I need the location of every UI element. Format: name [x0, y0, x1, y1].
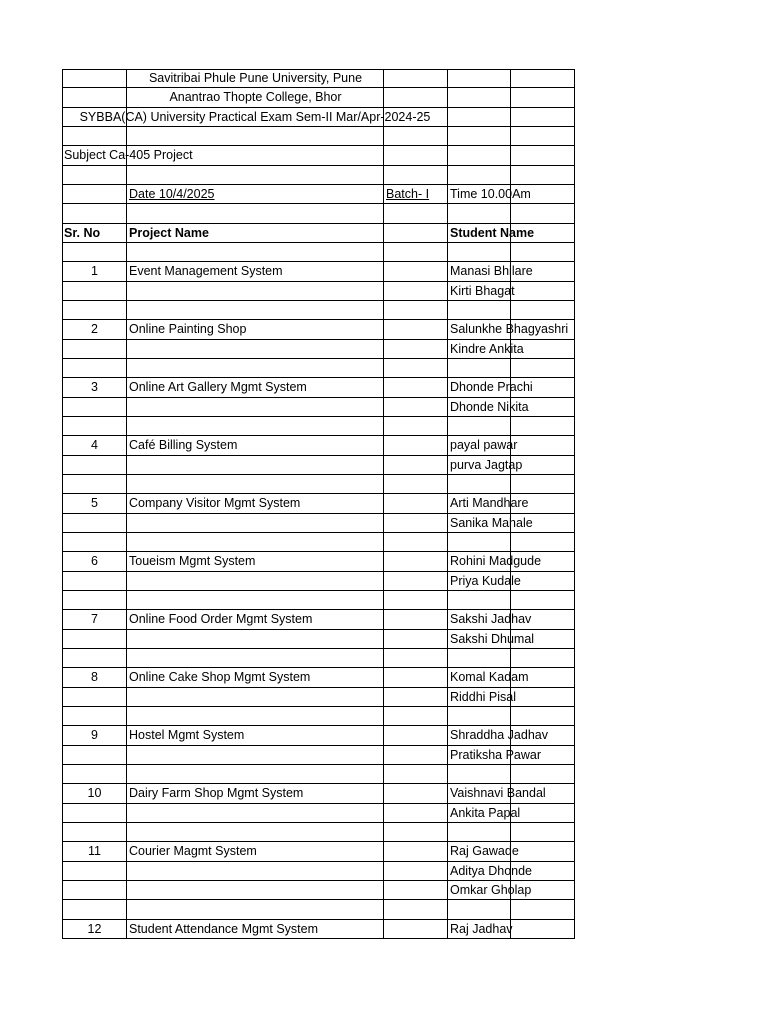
sheet-cell[interactable]: [511, 417, 575, 436]
sheet-cell[interactable]: [511, 359, 575, 378]
student-name: Shraddha Jadhav: [450, 728, 548, 743]
sheet-row: [62, 185, 575, 204]
project-sr-no: 10: [87, 786, 102, 801]
student-name: Aditya Dhonde: [450, 863, 533, 878]
sheet-row: [62, 282, 575, 301]
student-name: purva Jagtap: [450, 457, 523, 472]
sheet-cell[interactable]: [511, 688, 575, 707]
sheet-cell[interactable]: [384, 804, 448, 823]
student-name: Kirti Bhagat: [450, 283, 515, 298]
sheet-cell[interactable]: [62, 127, 127, 146]
sheet-cell[interactable]: [384, 610, 448, 629]
sheet-cell[interactable]: [384, 688, 448, 707]
sheet-cell[interactable]: [127, 456, 384, 475]
sheet-cell[interactable]: [62, 185, 127, 204]
student-name: Ankita Papal: [450, 805, 521, 820]
sheet-row: [62, 243, 575, 262]
sheet-cell[interactable]: [448, 649, 511, 668]
project-name: Café Billing System: [129, 438, 238, 453]
header-project-name: Project Name: [129, 225, 209, 240]
university-title: Savitribai Phule Pune University, Pune: [148, 71, 363, 85]
sheet-cell[interactable]: [448, 417, 511, 436]
sheet-cell[interactable]: [62, 881, 127, 900]
sheet-cell[interactable]: [62, 804, 127, 823]
sheet-cell[interactable]: [127, 475, 384, 494]
sheet-cell[interactable]: [384, 475, 448, 494]
sheet-row: [62, 591, 575, 610]
sheet-cell[interactable]: [511, 69, 575, 88]
sheet-row: [62, 900, 575, 919]
sheet-row: [62, 688, 575, 707]
sheet-cell[interactable]: [384, 591, 448, 610]
date-label: Date 10/4/2025: [129, 186, 215, 201]
header-student-name: Student Name: [450, 225, 535, 240]
sheet-cell[interactable]: [384, 552, 448, 571]
sheet-cell[interactable]: [384, 398, 448, 417]
sheet-cell[interactable]: [448, 204, 511, 223]
sheet-row: [62, 804, 575, 823]
sheet-cell[interactable]: [384, 88, 448, 107]
sheet-row: [62, 630, 575, 649]
header-sr-no: Sr. No: [64, 225, 101, 240]
student-name: Sakshi Dhumal: [450, 631, 535, 646]
project-name: Courier Magmt System: [129, 844, 257, 859]
sheet-cell[interactable]: [511, 204, 575, 223]
sheet-cell[interactable]: [511, 475, 575, 494]
sheet-cell[interactable]: [384, 649, 448, 668]
sheet-cell[interactable]: [511, 282, 575, 301]
sheet-cell[interactable]: [448, 765, 511, 784]
sheet-cell[interactable]: [448, 69, 511, 88]
sheet-row: [62, 765, 575, 784]
project-sr-no: 11: [88, 844, 101, 859]
sheet-cell[interactable]: [384, 69, 448, 88]
sheet-cell[interactable]: [384, 494, 448, 513]
sheet-cell[interactable]: [127, 900, 384, 919]
sheet-cell[interactable]: [384, 533, 448, 552]
sheet-cell[interactable]: [384, 436, 448, 455]
sheet-cell[interactable]: [384, 282, 448, 301]
sheet-cell[interactable]: [384, 920, 448, 939]
sheet-row: [62, 456, 575, 475]
sheet-row: [62, 494, 575, 513]
student-name: payal pawar: [450, 438, 518, 453]
sheet-cell[interactable]: [384, 301, 448, 320]
sheet-cell[interactable]: [127, 340, 384, 359]
exam-title: SYBBA(CA) University Practical Exam Sem-II Mar/Apr-2024-25: [79, 109, 431, 124]
student-name: Kindre Ankita: [450, 341, 524, 356]
sheet-row: [62, 842, 575, 861]
sheet-cell[interactable]: [62, 900, 127, 919]
sheet-cell[interactable]: [127, 591, 384, 610]
sheet-row: [62, 146, 575, 165]
sheet-cell[interactable]: [384, 842, 448, 861]
sheet-cell[interactable]: [62, 166, 127, 185]
sheet-cell[interactable]: [384, 456, 448, 475]
sheet-cell[interactable]: [127, 514, 384, 533]
project-name: Online Painting Shop: [129, 322, 247, 337]
sheet-cell[interactable]: [127, 707, 384, 726]
sheet-cell[interactable]: [448, 533, 511, 552]
sheet-cell[interactable]: [127, 746, 384, 765]
sheet-cell[interactable]: [62, 456, 127, 475]
sheet-cell[interactable]: [511, 243, 575, 262]
sheet-cell[interactable]: [384, 726, 448, 745]
sheet-cell[interactable]: [384, 204, 448, 223]
sheet-cell[interactable]: [384, 378, 448, 397]
student-name: Raj Jadhav: [450, 921, 513, 936]
sheet-cell[interactable]: [384, 262, 448, 281]
sheet-cell[interactable]: [448, 146, 511, 165]
sheet-cell[interactable]: [127, 765, 384, 784]
sheet-cell[interactable]: [384, 572, 448, 591]
sheet-cell[interactable]: [127, 881, 384, 900]
sheet-row: [62, 359, 575, 378]
sheet-cell[interactable]: [384, 881, 448, 900]
sheet-cell[interactable]: [62, 475, 127, 494]
sheet-cell[interactable]: [384, 146, 448, 165]
sheet-cell[interactable]: [62, 301, 127, 320]
time-label: Time 10.00Am: [450, 186, 531, 201]
student-name: Riddhi Pisal: [450, 689, 517, 704]
subject-label: Subject Ca-405 Project: [64, 148, 193, 163]
sheet-cell[interactable]: [384, 320, 448, 339]
sheet-cell[interactable]: [62, 282, 127, 301]
sheet-cell[interactable]: [127, 204, 384, 223]
project-name: Event Management System: [129, 264, 283, 279]
sheet-cell[interactable]: [448, 166, 511, 185]
sheet-row: [62, 88, 575, 107]
sheet-cell[interactable]: [511, 707, 575, 726]
sheet-cell[interactable]: [62, 630, 127, 649]
sheet-cell[interactable]: [127, 127, 384, 146]
sheet-cell[interactable]: [127, 243, 384, 262]
sheet-cell[interactable]: [127, 533, 384, 552]
sheet-cell[interactable]: [448, 823, 511, 842]
sheet-cell[interactable]: [511, 88, 575, 107]
sheet-row: [62, 301, 575, 320]
sheet-cell[interactable]: [511, 166, 575, 185]
sheet-cell[interactable]: [511, 533, 575, 552]
project-sr-no: 9: [91, 728, 98, 743]
project-sr-no: 7: [91, 612, 98, 627]
sheet-row: [62, 862, 575, 881]
sheet-cell[interactable]: [384, 514, 448, 533]
sheet-row: [62, 69, 575, 88]
sheet-cell[interactable]: [62, 707, 127, 726]
sheet-cell[interactable]: [127, 166, 384, 185]
sheet-cell[interactable]: [511, 108, 575, 127]
sheet-row: [62, 262, 575, 281]
sheet-row: [62, 552, 575, 571]
sheet-cell[interactable]: [127, 649, 384, 668]
sheet-cell[interactable]: [384, 900, 448, 919]
sheet-cell[interactable]: [384, 823, 448, 842]
project-name: Student Attendance Mgmt System: [129, 921, 318, 936]
sheet-cell[interactable]: [384, 127, 448, 146]
student-name: Arti Mandhare: [450, 496, 529, 511]
project-sr-no: 3: [91, 380, 98, 395]
sheet-cell[interactable]: [448, 127, 511, 146]
sheet-cell[interactable]: [127, 862, 384, 881]
sheet-cell[interactable]: [62, 69, 127, 88]
project-sr-no: 2: [91, 322, 98, 337]
sheet-cell[interactable]: [511, 900, 575, 919]
sheet-cell[interactable]: [511, 823, 575, 842]
sheet-cell[interactable]: [448, 591, 511, 610]
student-name: Raj Gawade: [450, 844, 519, 859]
sheet-cell[interactable]: [62, 359, 127, 378]
sheet-cell[interactable]: [384, 668, 448, 687]
student-name: Komal Kadam: [450, 670, 529, 685]
sheet-cell[interactable]: [127, 630, 384, 649]
sheet-cell[interactable]: [448, 88, 511, 107]
sheet-row: [62, 320, 575, 339]
project-sr-no: 8: [91, 670, 98, 685]
student-name: Rohini Madgude: [450, 554, 542, 569]
sheet-row: [62, 881, 575, 900]
sheet-cell[interactable]: [127, 688, 384, 707]
sheet-cell[interactable]: [384, 707, 448, 726]
sheet-row: [62, 166, 575, 185]
sheet-cell[interactable]: [511, 301, 575, 320]
student-name: Sakshi Jadhav: [450, 612, 532, 627]
project-name: Hostel Mgmt System: [129, 728, 245, 743]
sheet-cell[interactable]: [384, 243, 448, 262]
sheet-cell[interactable]: [384, 765, 448, 784]
sheet-cell[interactable]: [384, 417, 448, 436]
student-name: Vaishnavi Bandal: [450, 786, 546, 801]
sheet-cell[interactable]: [384, 224, 448, 243]
project-sr-no: 5: [91, 496, 98, 511]
sheet-cell[interactable]: [127, 359, 384, 378]
sheet-cell[interactable]: [62, 88, 127, 107]
student-name: Omkar Gholap: [450, 882, 532, 897]
sheet-cell[interactable]: [448, 301, 511, 320]
sheet-cell[interactable]: [62, 746, 127, 765]
sheet-cell[interactable]: [62, 417, 127, 436]
sheet-cell[interactable]: [511, 920, 575, 939]
sheet-cell[interactable]: [511, 842, 575, 861]
sheet-row: [62, 475, 575, 494]
sheet-cell[interactable]: [62, 514, 127, 533]
sheet-cell[interactable]: [62, 591, 127, 610]
sheet-row: [62, 398, 575, 417]
sheet-row: [62, 127, 575, 146]
sheet-cell[interactable]: [127, 282, 384, 301]
sheet-cell[interactable]: [511, 649, 575, 668]
sheet-cell[interactable]: [62, 823, 127, 842]
sheet-cell[interactable]: [384, 862, 448, 881]
sheet-row: [62, 378, 575, 397]
sheet-cell[interactable]: [127, 572, 384, 591]
sheet-cell[interactable]: [127, 398, 384, 417]
sheet-row: [62, 417, 575, 436]
sheet-row: [62, 572, 575, 591]
project-name: Company Visitor Mgmt System: [129, 496, 301, 511]
sheet-cell[interactable]: [127, 417, 384, 436]
sheet-row: [62, 707, 575, 726]
batch-label: Batch- I: [386, 186, 430, 201]
sheet-cell[interactable]: [127, 804, 384, 823]
sheet-cell[interactable]: [448, 359, 511, 378]
sheet-row: [62, 610, 575, 629]
sheet-cell[interactable]: [127, 301, 384, 320]
sheet-cell[interactable]: [62, 243, 127, 262]
sheet-cell[interactable]: [127, 823, 384, 842]
student-name: Manasi Bhilare: [450, 264, 533, 279]
sheet-cell[interactable]: [62, 572, 127, 591]
sheet-cell[interactable]: [511, 765, 575, 784]
college-title: Anantrao Thopte College, Bhor: [169, 90, 342, 105]
student-name: Priya Kudale: [450, 573, 521, 588]
sheet-row: [62, 108, 575, 127]
sheet-cell[interactable]: [511, 127, 575, 146]
sheet-cell[interactable]: [511, 436, 575, 455]
sheet-cell[interactable]: [62, 688, 127, 707]
sheet-row: [62, 668, 575, 687]
student-name: Pratiksha Pawar: [450, 747, 542, 762]
project-name: Online Art Gallery Mgmt System: [129, 380, 307, 395]
project-name: Online Food Order Mgmt System: [129, 612, 313, 627]
student-name: Dhonde Prachi: [450, 380, 533, 395]
sheet-cell[interactable]: [384, 746, 448, 765]
sheet-cell[interactable]: [511, 146, 575, 165]
sheet-row: [62, 533, 575, 552]
sheet-row: [62, 784, 575, 803]
sheet-cell[interactable]: [384, 359, 448, 378]
sheet-cell[interactable]: [511, 591, 575, 610]
project-sr-no: 12: [87, 921, 102, 936]
sheet-row: [62, 920, 575, 939]
sheet-row: [62, 726, 575, 745]
student-name: Salunkhe Bhagyashri: [450, 322, 569, 337]
student-name: Dhonde Nikita: [450, 399, 529, 414]
project-name: Toueism Mgmt System: [129, 554, 256, 569]
project-sr-no: 6: [91, 554, 98, 569]
sheet-row: [62, 514, 575, 533]
sheet-cell[interactable]: [384, 630, 448, 649]
sheet-cell[interactable]: [511, 804, 575, 823]
sheet-cell[interactable]: [448, 475, 511, 494]
sheet-cell[interactable]: [62, 862, 127, 881]
sheet-cell[interactable]: [62, 649, 127, 668]
project-sr-no: 1: [91, 264, 98, 279]
sheet-cell[interactable]: [448, 243, 511, 262]
sheet-row: [62, 436, 575, 455]
sheet-cell[interactable]: [62, 533, 127, 552]
sheet-cell[interactable]: [448, 900, 511, 919]
sheet-cell[interactable]: [62, 204, 127, 223]
sheet-cell[interactable]: [62, 765, 127, 784]
sheet-cell[interactable]: [448, 108, 511, 127]
sheet-row: [62, 746, 575, 765]
sheet-cell[interactable]: [384, 340, 448, 359]
sheet-cell[interactable]: [62, 340, 127, 359]
sheet-cell[interactable]: [448, 707, 511, 726]
sheet-row: [62, 340, 575, 359]
project-name: Online Cake Shop Mgmt System: [129, 670, 311, 685]
sheet-cell[interactable]: [384, 166, 448, 185]
student-name: Sanika Mahale: [450, 515, 533, 530]
sheet-cell[interactable]: [62, 398, 127, 417]
project-sr-no: 4: [91, 438, 98, 453]
sheet-row: [62, 823, 575, 842]
project-name: Dairy Farm Shop Mgmt System: [129, 786, 304, 801]
sheet-row: [62, 224, 575, 243]
sheet-row: [62, 204, 575, 223]
sheet-row: [62, 649, 575, 668]
sheet-cell[interactable]: [384, 784, 448, 803]
